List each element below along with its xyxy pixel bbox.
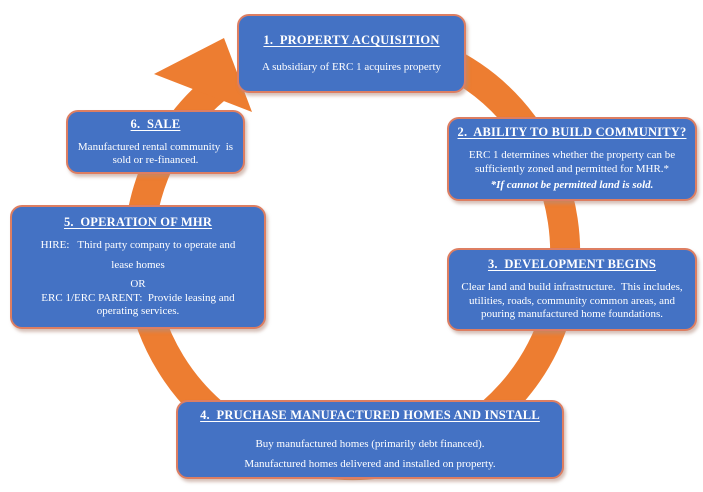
step-text-line: utilities, roads, community common areas, and xyxy=(469,294,675,307)
step-text-line: sold or re-financed. xyxy=(112,154,199,166)
step-text-line: ERC 1/ERC PARENT: Provide leasing and xyxy=(41,291,235,304)
step-box-ability-to-build-community xyxy=(447,117,697,201)
step-title: 2. ABILITY TO BUILD COMMUNITY? xyxy=(457,125,687,140)
step-text-line: sufficiently zoned and permitted for MHR.* xyxy=(474,162,670,175)
step-title: 5. OPERATION OF MHR xyxy=(63,215,213,230)
step-text-line: lease homes xyxy=(111,258,165,271)
step-text-line: operating services. xyxy=(96,305,180,318)
step-title: 1. PROPERTY ACQUISITION xyxy=(263,32,440,47)
step-box-development-begins xyxy=(447,248,697,331)
step-box-operation-of-mhr xyxy=(10,205,266,329)
step-footnote: *If cannot be permitted land is sold. xyxy=(490,179,654,192)
step-title: 3. DEVELOPMENT BEGINS xyxy=(487,257,657,272)
step-text-line: HIRE: Third party company to operate and xyxy=(40,239,236,252)
step-text-line: Buy manufactured homes (primarily debt financed). xyxy=(255,438,485,450)
step-box-property-acquisition xyxy=(237,14,466,93)
step-text-line: Manufactured rental community is xyxy=(77,140,234,153)
step-box-sale xyxy=(66,110,245,174)
step-text-line: Manufactured homes delivered and installed on property. xyxy=(244,457,496,470)
step-title: 6. SALE xyxy=(130,116,181,131)
step-text-line: pouring manufactured home foundations. xyxy=(480,308,664,321)
step-text-line: A subsidiary of ERC 1 acquires property xyxy=(261,60,442,73)
step-text-line: OR xyxy=(130,278,146,291)
step-box-purchase-manufactured-homes xyxy=(176,400,564,479)
step-text-line: ERC 1 determines whether the property can be xyxy=(468,149,676,162)
step-title: 4. PRUCHASE MANUFACTURED HOMES AND INSTALL xyxy=(200,408,540,422)
step-text-line: Clear land and build infrastructure. This includes, xyxy=(461,281,683,294)
